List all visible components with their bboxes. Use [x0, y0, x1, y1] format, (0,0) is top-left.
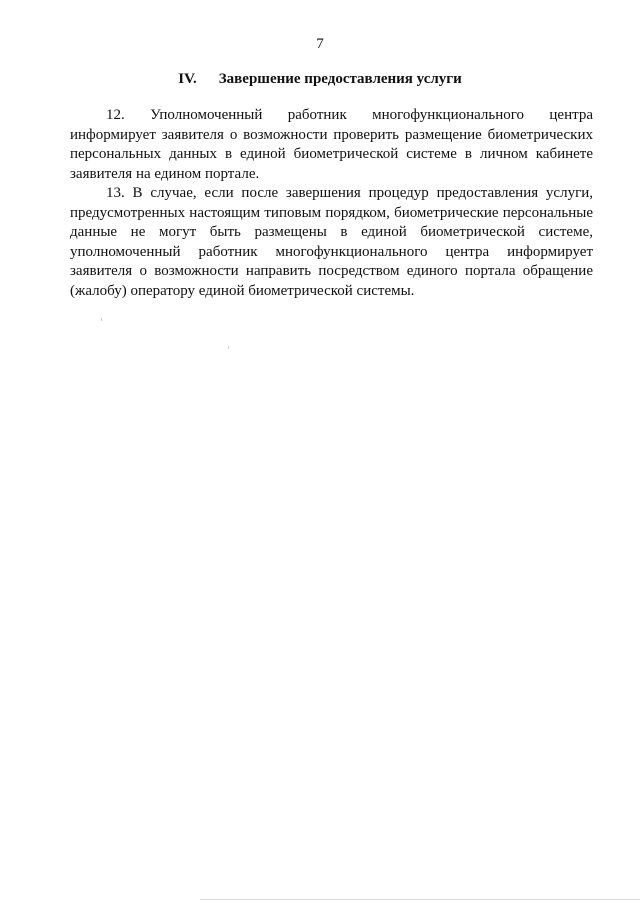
- document-body: [70, 106, 593, 301]
- scan-speck: [228, 346, 229, 349]
- scan-speck: [101, 318, 102, 321]
- section-heading: [0, 71, 640, 88]
- page-number: 7: [316, 36, 324, 52]
- section-title: Завершение предоставления услуги: [218, 71, 462, 87]
- section-numeral: IV.: [178, 71, 197, 87]
- paragraph-12: 12. Уполномоченный работник многофункционального центра информирует заявителя о возможности проверить размещение биометрических персональных данных в единой биометрической системе в личном кабинете заявителя на едином портале.: [70, 107, 593, 182]
- scan-edge-line: [200, 899, 640, 900]
- paragraph-13: 13. В случае, если после завершения процедур предоставления услуги, предусмотренных настоящим типовым порядком, биометрические персональные данные не могут быть размещены в единой биометрической системе, уполномоченный работник многофункционального центра информирует заявителя о возможности направить посредством единого портала обращение (жалобу) оператору единой биометрической системы.: [70, 185, 593, 299]
